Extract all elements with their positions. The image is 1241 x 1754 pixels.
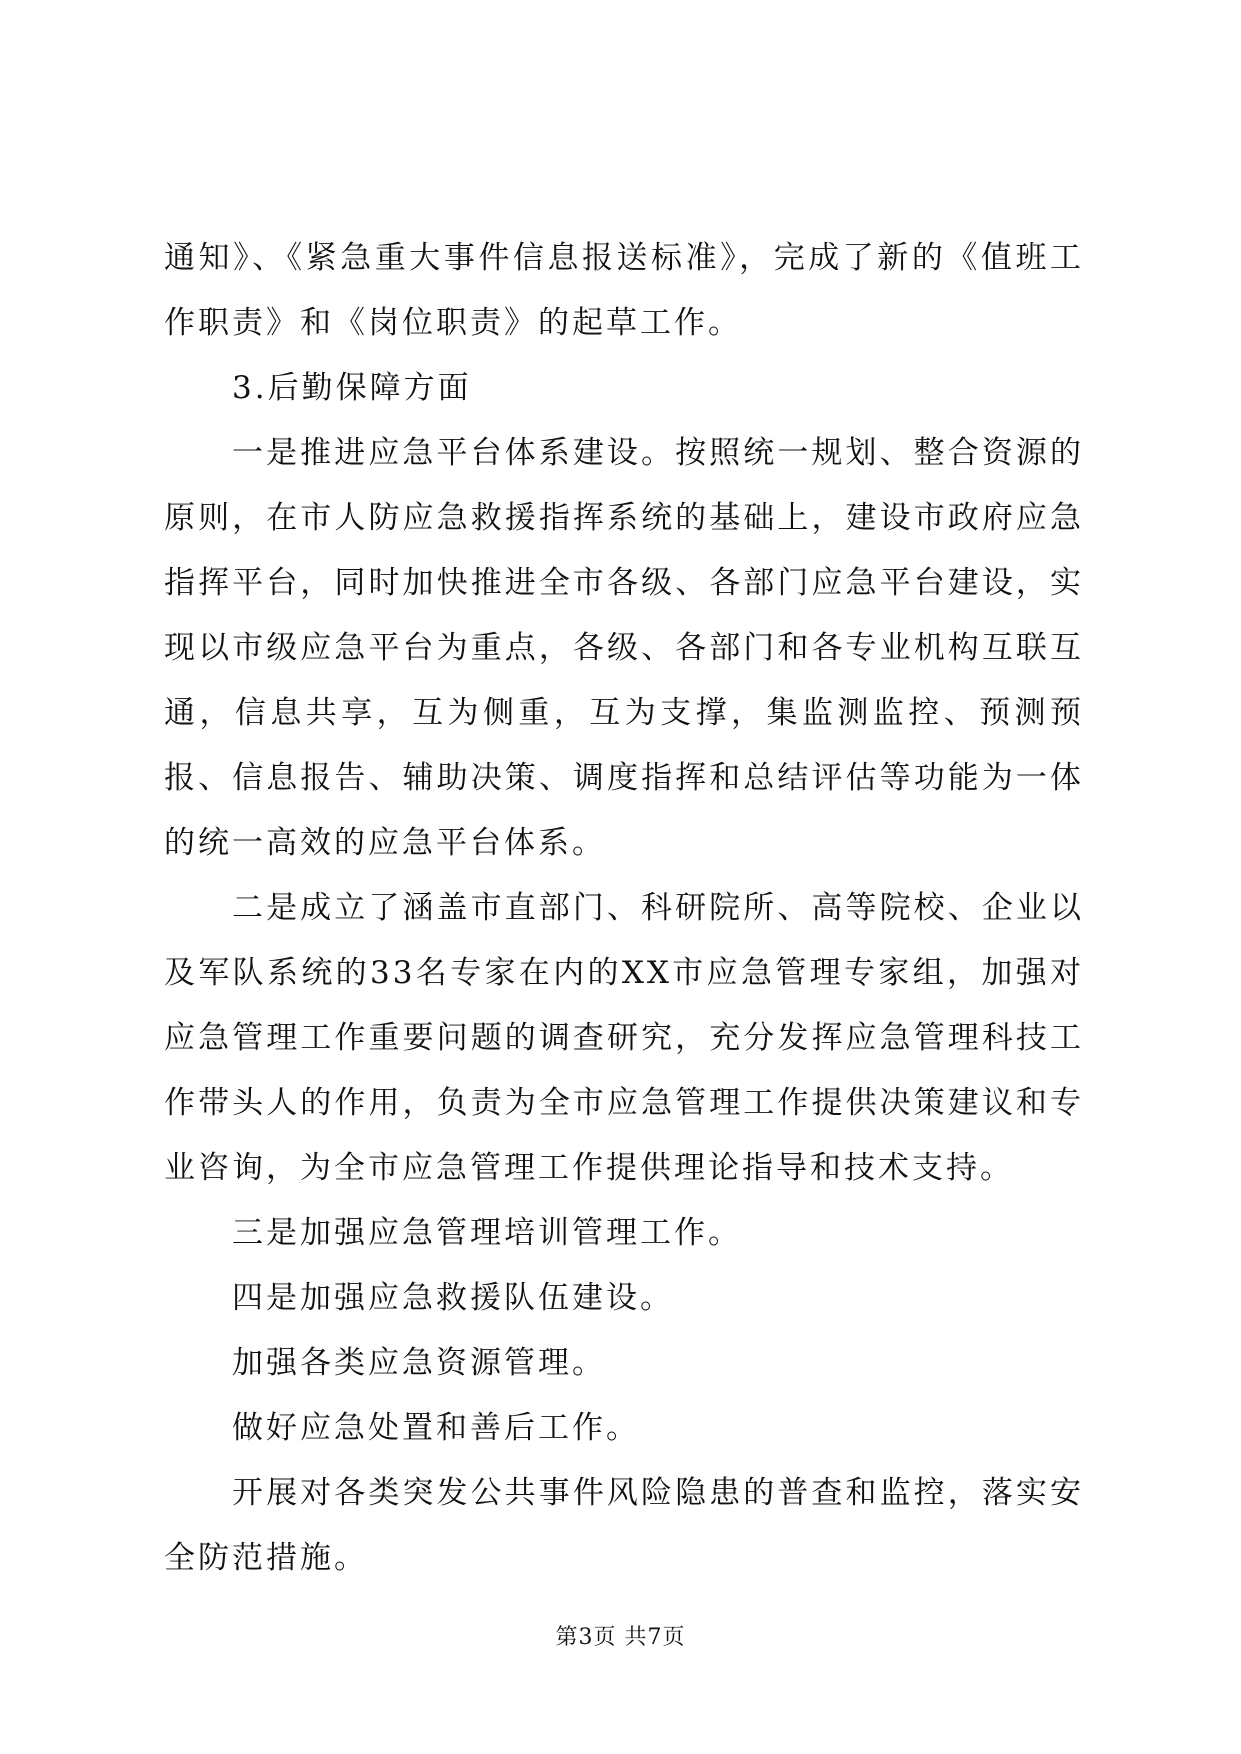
document-body [164, 226, 1084, 1591]
page-number-footer: 第3页 共7页 [555, 1625, 686, 1650]
section-heading-logistics: 3.后勤保障方面 [232, 370, 472, 406]
paragraph-expert-group: 二是成立了涵盖市直部门、科研院所、高等院校、企业以及军队系统的33名专家在内的XX市应急管理专家组，加强对应急管理工作重要问题的调查研究，充分发挥应急管理科技工作带头人的作用，负责为全市应急管理工作提供决策建议和专业咨询，为全市应急管理工作提供理论指导和技术支持。 [164, 890, 1084, 1186]
paragraph-emergency-platform: 一是推进应急平台体系建设。按照统一规划、整合资源的原则，在市人防应急救援指挥系统的基础上，建设市政府应急指挥平台，同时加快推进全市各级、各部门应急平台建设，实现以市级应急平台为重点，各级、各部门和各专业机构互联互通，信息共享，互为侧重，互为支撑，集监测监控、预测预报、信息报告、辅助决策、调度指挥和总结评估等功能为一体的统一高效的应急平台体系。 [164, 435, 1084, 861]
paragraph-rescue-team: 四是加强应急救援队伍建设。 [232, 1280, 674, 1316]
paragraph-training: 三是加强应急管理培训管理工作。 [232, 1215, 742, 1251]
paragraph-resources: 加强各类应急资源管理。 [232, 1345, 606, 1381]
paragraph-1: 通知》、《紧急重大事件信息报送标准》，完成了新的《值班工作职责》和《岗位职责》的起草工作。 [164, 240, 1084, 341]
paragraph-risk-survey: 开展对各类突发公共事件风险隐患的普查和监控，落实安全防范措施。 [164, 1475, 1084, 1576]
paragraph-disposal: 做好应急处置和善后工作。 [232, 1410, 640, 1446]
